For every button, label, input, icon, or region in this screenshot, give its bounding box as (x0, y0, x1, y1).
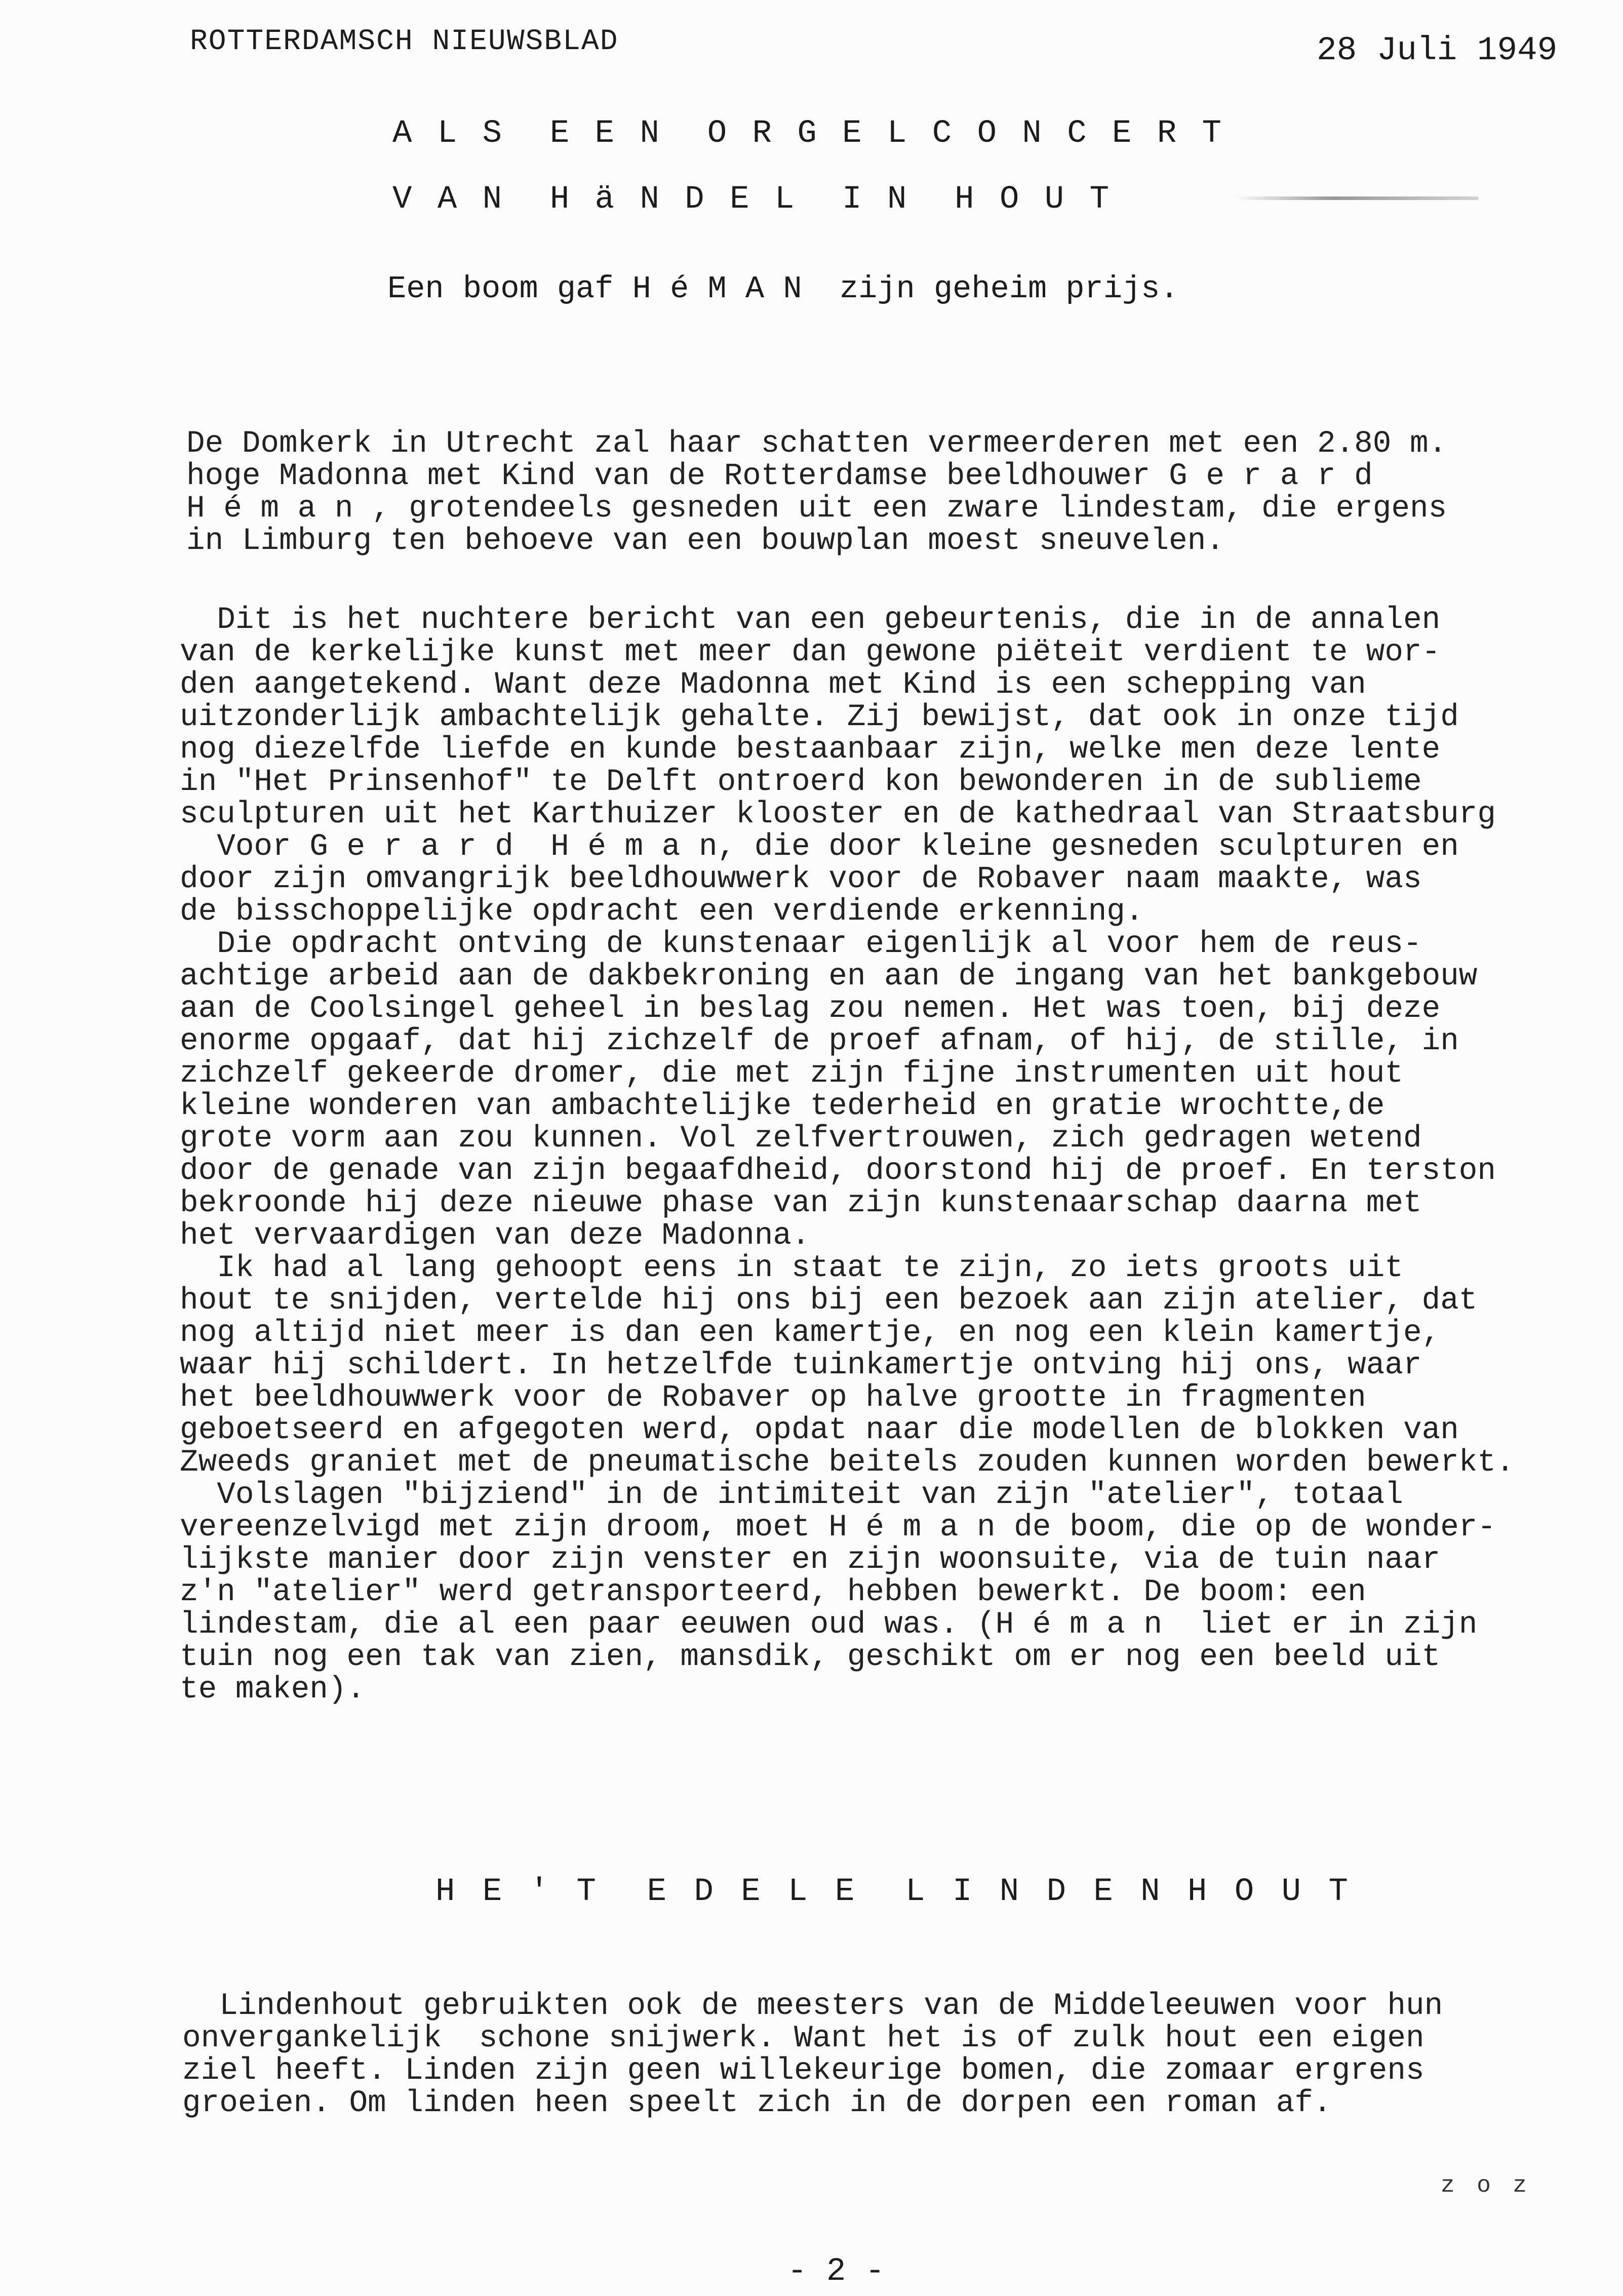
headline-line-1: A L S E E N O R G E L C O N C E R T (392, 115, 1225, 152)
publication-date: 28 Juli 1949 (1317, 31, 1558, 69)
article-paragraph-2: Dit is het nuchtere bericht van een gebeurtenis, die in de annalen van de kerkelijke kunst met meer dan gewone piëteit verdient te wor- den aangetekend. Want deze Madonna met Kind is een schepping van uitzonderlijk ambachtelijk gehalte. Zij bewijst, dat ook in onze tijd nog diezelfde liefde en kunde bestaanbaar zijn, welke men deze lente in "Het Prinsenhof" te Delft ontroerd kon bewonderen in de sublieme sculpturen uit het Karthuizer klooster en de kathedraal van Straatsburg Voor G e r a r d H é m a n, die door kleine gesneden sculpturen en door zijn omvangrijk beeldhouwwerk voor de Robaver naam maakte, was de bisschoppelijke opdracht een verdiende erkenning. Die opdracht ontving de kunstenaar eigenlijk al voor hem de reus- achtige arbeid aan de dakbekroning en aan de ingang van het bankgebouw aan de Coolsingel geheel in beslag zou nemen. Het was toen, bij deze enorme opgaaf, dat hij zichzelf de proef afnam, of hij, de stille, in zichzelf gekeerde dromer, die met zijn fijne instrumenten uit hout kleine wonderen van ambachtelijke tederheid en gratie wrochtte,de grote vorm aan zou kunnen. Vol zelfvertrouwen, zich gedragen wetend door de genade van zijn begaafdheid, doorstond hij de proef. En terston bekroonde hij deze nieuwe phase van zijn kunstenaarschap daarna met het vervaardigen van deze Madonna. Ik had al lang gehoopt eens in staat te zijn, zo iets groots uit hout te snijden, vertelde hij ons bij een bezoek aan zijn atelier, dat nog altijd niet meer is dan een kamertje, en nog een klein kamertje, waar hij schildert. In hetzelfde tuinkamertje ontving hij ons, waar het beeldhouwwerk voor de Robaver op halve grootte in fragmenten geboetseerd en afgegoten werd, opdat naar die modellen de blokken van Zweeds graniet met de pneumatische beitels zouden kunnen worden bewerkt. Volslagen "bijziend" in de intimiteit van zijn "atelier", totaal vereenzelvigd met zijn droom, moet H é m a n de boom, die op de wonder- lijkste manier door zijn venster en zijn woonsuite, via de tuin naar z'n "atelier" werd getransporteerd, hebben bewerkt. De boom: een lindestam, die al een paar eeuwen oud was. (H é m a n liet er in zijn tuin nog een tak van zien, mansdik, geschikt om er nog een beeld uit te maken). (180, 603, 1515, 1707)
scan-smudge (1236, 196, 1479, 200)
page-turn-note: z o z (1441, 2172, 1531, 2199)
page-number: - 2 - (787, 2253, 885, 2290)
article-paragraph-1: De Domkerk in Utrecht zal haar schatten vermeerderen met een 2.80 m. hoge Madonna met Kind van de Rotterdamse beeldhouwer G e r a r d H é m a n , grotendeels gesneden uit een zware lindestam, die ergens in Limburg ten behoeve van een bouwplan moest sneuvelen. (186, 426, 1447, 559)
headline-line-2: V A N H ä N D E L I N H O U T (392, 181, 1112, 218)
article-paragraph-3: Lindenhout gebruikten ook de meesters van de Middeleeuwen voor hun onvergankelijk schone snijwerk. Want het is of zulk hout een eigen ziel heeft. Linden zijn geen willekeurige bomen, die zomaar ergrens groeien. Om linden heen speelt zich in de dorpen een roman af. (182, 1989, 1443, 2121)
newspaper-name: ROTTERDAMSCH NIEUWSBLAD (190, 25, 619, 58)
section-heading: H E ' T E D E L E L I N D E N H O U T (436, 1874, 1352, 1910)
subheadline: Een boom gaf H é M A N zijn geheim prijs. (387, 271, 1179, 307)
